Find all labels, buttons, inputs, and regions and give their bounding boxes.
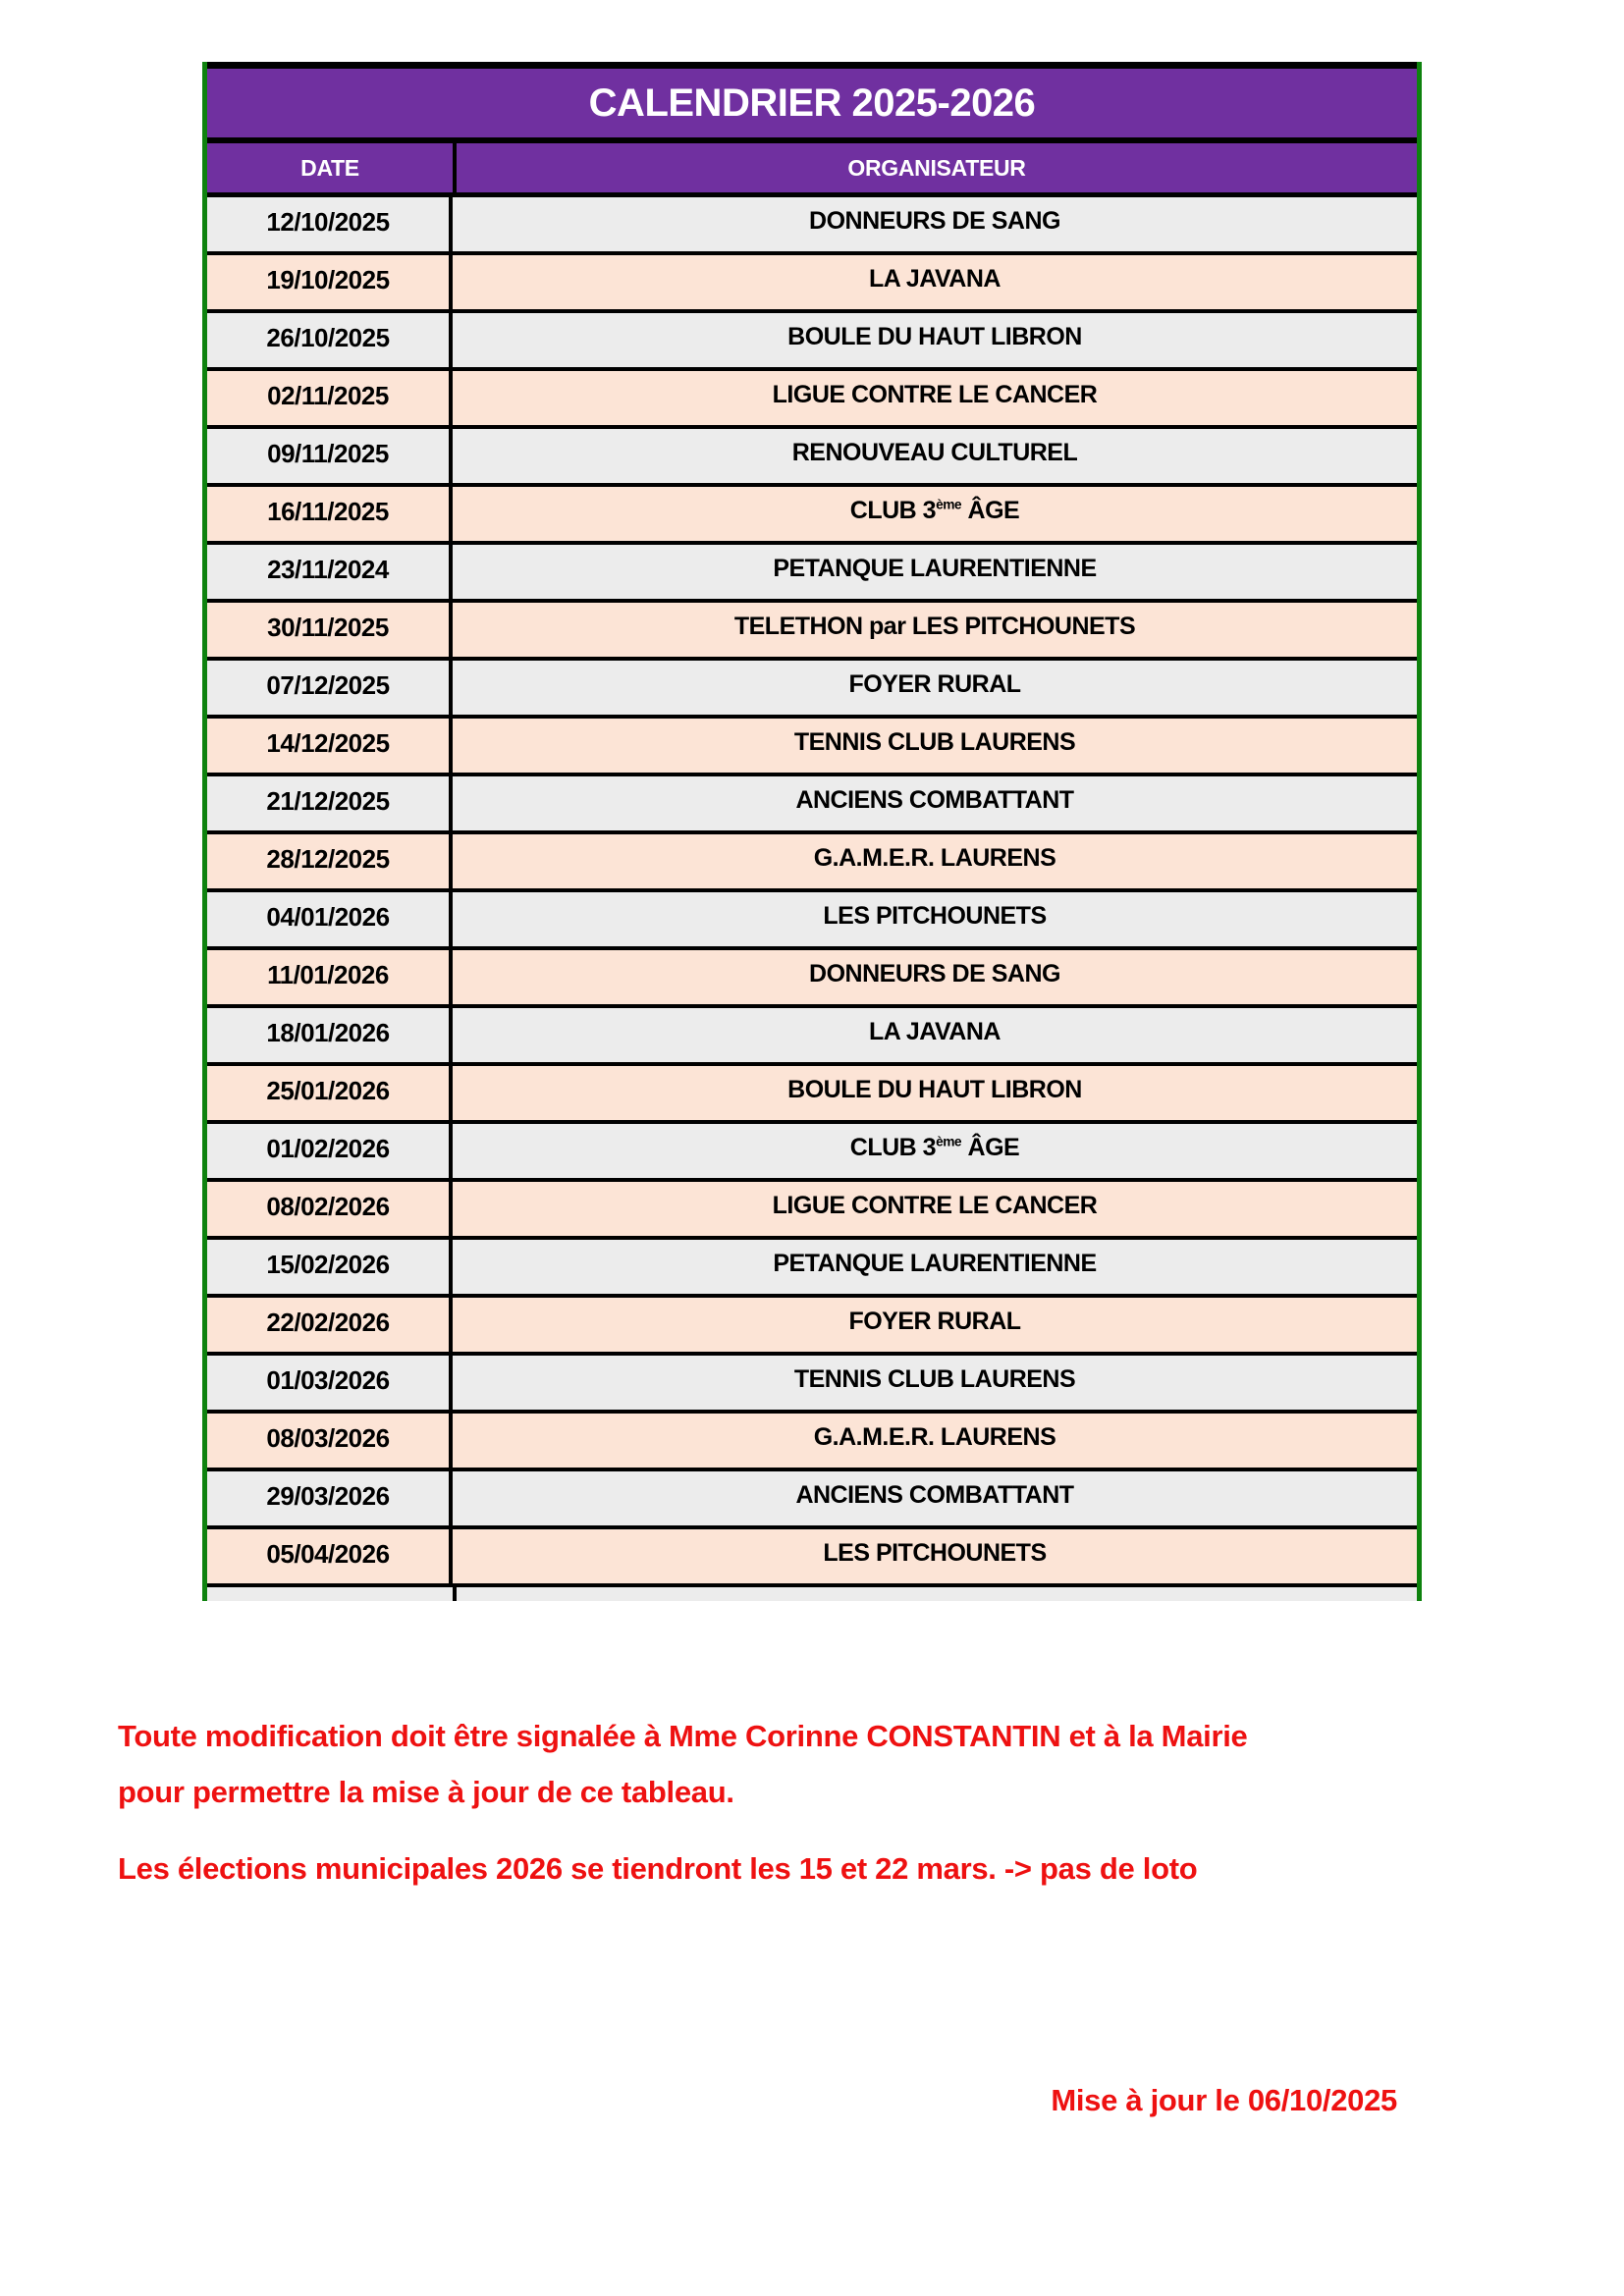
date-cell: 07/12/2025 bbox=[207, 661, 453, 715]
date-cell: 30/11/2025 bbox=[207, 603, 453, 657]
organizer-cell: BOULE DU HAUT LIBRON bbox=[787, 1076, 1082, 1103]
organizer-cell: TELETHON par LES PITCHOUNETS bbox=[733, 613, 1136, 640]
date-cell: 04/01/2026 bbox=[207, 892, 453, 946]
date-cell: 12/10/2025 bbox=[207, 197, 453, 251]
date-cell: 02/11/2025 bbox=[207, 371, 453, 425]
table-row bbox=[207, 1240, 1417, 1298]
date-cell: 23/11/2024 bbox=[207, 545, 453, 599]
date-cell: 08/03/2026 bbox=[207, 1414, 453, 1468]
organizer-cell: PETANQUE LAURENTIENNE bbox=[773, 1250, 1097, 1277]
date-cell: 09/11/2025 bbox=[207, 429, 453, 483]
table-row bbox=[207, 487, 1417, 545]
note-elections: Les élections municipales 2026 se tiendront les 15 et 22 mars. -> pas de loto bbox=[118, 1851, 1198, 1886]
organizer-cell: LES PITCHOUNETS bbox=[823, 902, 1047, 930]
organizer-cell: FOYER RURAL bbox=[848, 1308, 1021, 1335]
organizer-cell: LIGUE CONTRE LE CANCER bbox=[772, 1192, 1098, 1219]
table-row bbox=[207, 1356, 1417, 1414]
table-row bbox=[207, 1414, 1417, 1471]
date-cell: 11/01/2026 bbox=[207, 950, 453, 1004]
date-cell: 01/03/2026 bbox=[207, 1356, 453, 1410]
table-row bbox=[207, 719, 1417, 776]
date-cell: 21/12/2025 bbox=[207, 776, 453, 830]
date-cell: 19/10/2025 bbox=[207, 255, 453, 309]
clipped-organizer-cell bbox=[457, 1587, 1417, 1601]
date-cell: 05/04/2026 bbox=[207, 1529, 453, 1583]
date-cell: 15/02/2026 bbox=[207, 1240, 453, 1294]
organizer-cell: ANCIENS COMBATTANT bbox=[795, 1481, 1074, 1509]
note-modification-line2: pour permettre la mise à jour de ce tableau. bbox=[118, 1775, 734, 1809]
date-cell: 25/01/2026 bbox=[207, 1066, 453, 1120]
table-row bbox=[207, 776, 1417, 834]
table-row bbox=[207, 371, 1417, 429]
table-row bbox=[207, 834, 1417, 892]
column-header-organizer: ORGANISATEUR bbox=[847, 155, 1026, 181]
organizer-cell: FOYER RURAL bbox=[848, 670, 1021, 698]
table-row bbox=[207, 1471, 1417, 1529]
date-cell: 26/10/2025 bbox=[207, 313, 453, 367]
column-header-date: DATE bbox=[207, 143, 457, 192]
clipped-date-cell bbox=[207, 1587, 457, 1601]
superscript: ème bbox=[936, 497, 962, 512]
footer-notes bbox=[118, 1708, 1512, 1896]
date-cell: 29/03/2026 bbox=[207, 1471, 453, 1525]
table-row bbox=[207, 1298, 1417, 1356]
calendar-table bbox=[202, 62, 1422, 1601]
table-row bbox=[207, 1182, 1417, 1240]
table-row bbox=[207, 1529, 1417, 1587]
organizer-cell: LES PITCHOUNETS bbox=[823, 1539, 1047, 1567]
superscript: ème bbox=[936, 1134, 962, 1149]
date-cell: 16/11/2025 bbox=[207, 487, 453, 541]
note-modification-line1: Toute modification doit être signalée à Mme Corinne CONSTANTIN et à la Mairie bbox=[118, 1719, 1248, 1753]
date-cell: 22/02/2026 bbox=[207, 1298, 453, 1352]
table-row bbox=[207, 892, 1417, 950]
table-row bbox=[207, 429, 1417, 487]
date-cell: 08/02/2026 bbox=[207, 1182, 453, 1236]
table-row bbox=[207, 313, 1417, 371]
clipped-partial-row bbox=[207, 1587, 1417, 1601]
organizer-cell: LA JAVANA bbox=[869, 1018, 1001, 1045]
date-cell: 28/12/2025 bbox=[207, 834, 453, 888]
organizer-cell: BOULE DU HAUT LIBRON bbox=[787, 323, 1082, 350]
date-cell: 18/01/2026 bbox=[207, 1008, 453, 1062]
organizer-cell: G.A.M.E.R. LAURENS bbox=[813, 844, 1056, 872]
table-row bbox=[207, 255, 1417, 313]
table-header-row bbox=[207, 143, 1417, 197]
table-row bbox=[207, 545, 1417, 603]
organizer-cell: CLUB 3ème ÂGE bbox=[849, 497, 1020, 524]
organizer-cell: RENOUVEAU CULTUREL bbox=[791, 439, 1078, 466]
table-row bbox=[207, 1124, 1417, 1182]
organizer-cell: ANCIENS COMBATTANT bbox=[795, 786, 1074, 814]
table-row bbox=[207, 661, 1417, 719]
table-row bbox=[207, 603, 1417, 661]
organizer-cell: DONNEURS DE SANG bbox=[809, 207, 1060, 235]
table-row bbox=[207, 1066, 1417, 1124]
organizer-cell: TENNIS CLUB LAURENS bbox=[793, 1365, 1076, 1393]
date-cell: 01/02/2026 bbox=[207, 1124, 453, 1178]
table-row bbox=[207, 1008, 1417, 1066]
table-row bbox=[207, 197, 1417, 255]
organizer-cell: LA JAVANA bbox=[869, 265, 1001, 293]
table-title: CALENDRIER 2025-2026 bbox=[207, 69, 1417, 143]
organizer-cell: DONNEURS DE SANG bbox=[809, 960, 1060, 988]
organizer-cell: G.A.M.E.R. LAURENS bbox=[813, 1423, 1056, 1451]
organizer-cell: TENNIS CLUB LAURENS bbox=[793, 728, 1076, 756]
organizer-cell: CLUB 3ème ÂGE bbox=[849, 1134, 1020, 1161]
table-body bbox=[207, 197, 1417, 1587]
table-top-border bbox=[207, 62, 1417, 69]
table-row bbox=[207, 950, 1417, 1008]
date-cell: 14/12/2025 bbox=[207, 719, 453, 773]
organizer-cell: LIGUE CONTRE LE CANCER bbox=[772, 381, 1098, 408]
update-date: Mise à jour le 06/10/2025 bbox=[1051, 2083, 1397, 2117]
organizer-cell: PETANQUE LAURENTIENNE bbox=[773, 555, 1097, 582]
